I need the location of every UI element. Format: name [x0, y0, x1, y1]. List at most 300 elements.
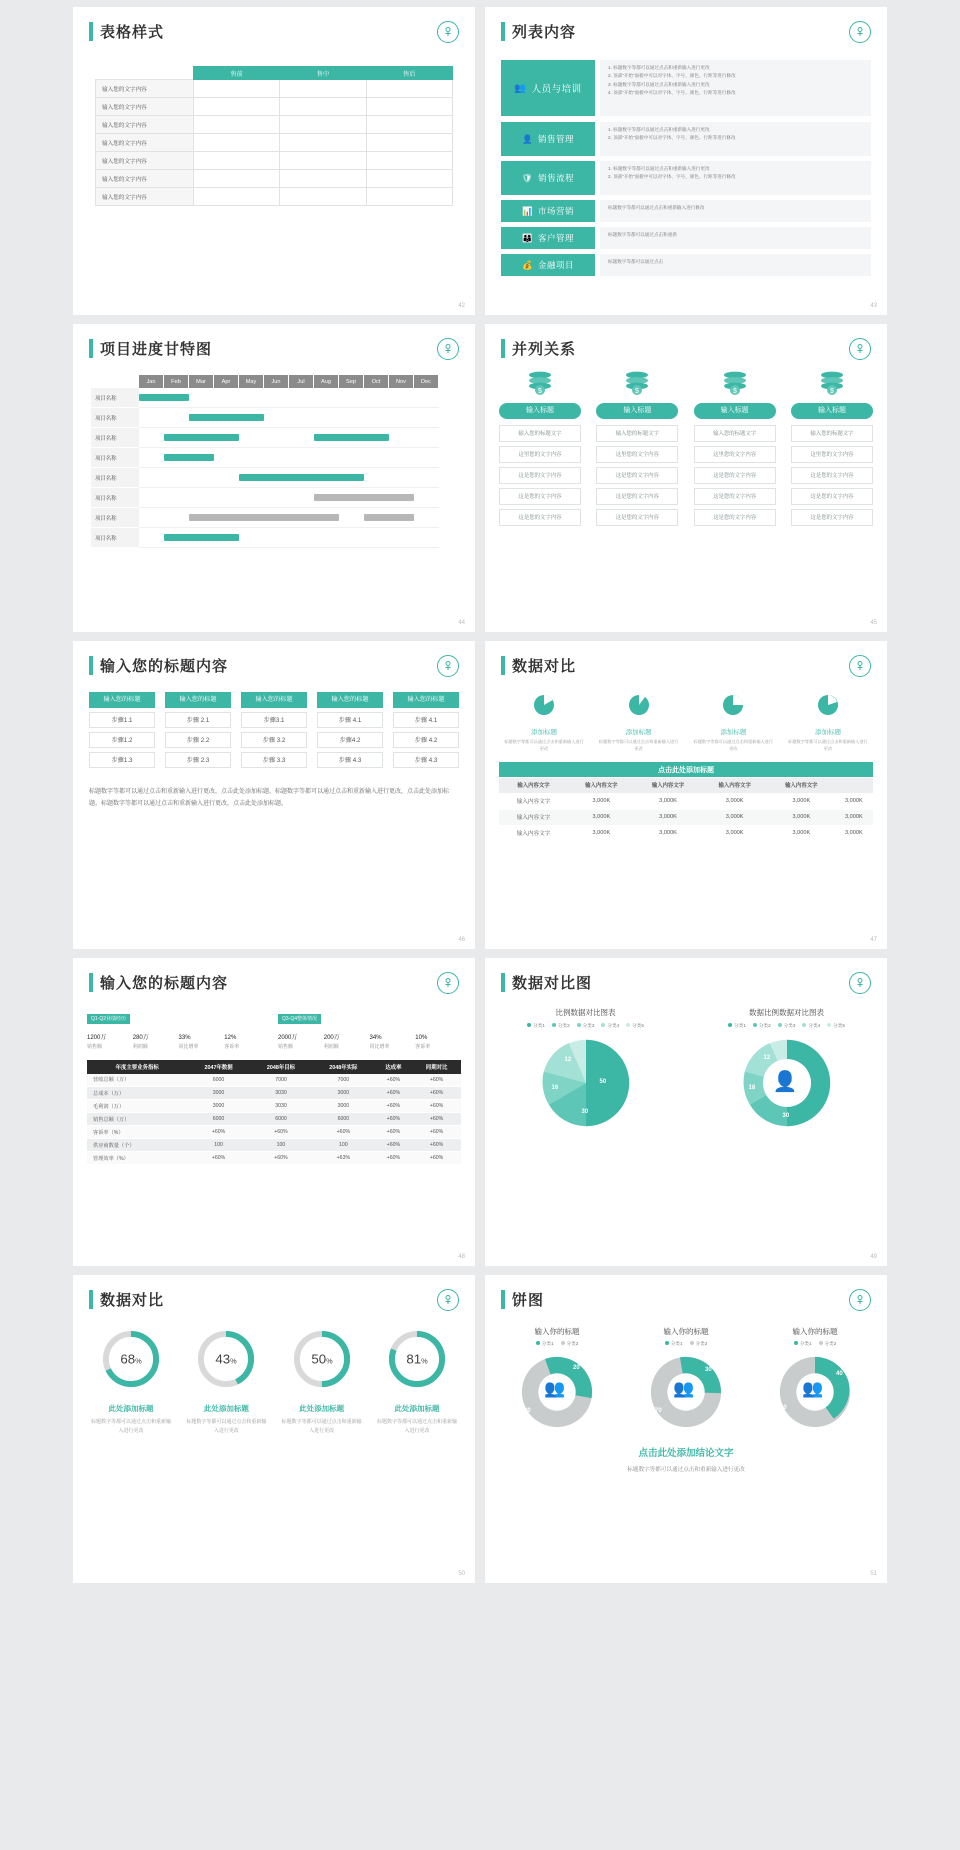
- table-header-cell: [835, 777, 873, 793]
- step-column: [317, 692, 383, 768]
- kpi-desc: 标题数字等都可以通过点击和重新输入进行更改: [788, 739, 868, 751]
- gantt-row-label: 项目名称: [91, 408, 139, 428]
- legend-item: 分类1: [536, 1341, 554, 1347]
- table-cell-label: 输入您的文字内容: [96, 170, 194, 188]
- table-cell: 3000: [187, 1100, 249, 1113]
- gantt-month: Jan: [139, 375, 164, 388]
- table-header-cell: 售后: [366, 67, 452, 80]
- table-cell: 3000: [187, 1087, 249, 1100]
- table-cell: +60%: [412, 1100, 461, 1113]
- table-cell: +60%: [412, 1113, 461, 1126]
- chart-title: 输入你的标题: [663, 1327, 709, 1336]
- parallel-cell[interactable]: 输入您的标题文字: [499, 425, 581, 442]
- step-cell[interactable]: 步骤 4.3: [317, 752, 383, 768]
- table-cell-label: 输入您的文字内容: [96, 134, 194, 152]
- step-cell[interactable]: 步骤 4.1: [393, 712, 459, 728]
- table-header-row: [87, 1060, 461, 1074]
- page-title: 列表内容: [512, 24, 577, 41]
- table-cell: +60%: [375, 1074, 413, 1087]
- gantt-bar[interactable]: [164, 534, 239, 541]
- chart-legend: [485, 1023, 686, 1029]
- brand-logo-icon: [849, 21, 871, 43]
- ring-title: 此处添加标题: [108, 1404, 154, 1413]
- table-cell: 3030: [250, 1087, 312, 1100]
- kpi-desc: 标题数字等都可以通过点击和重新输入进行更改: [598, 739, 679, 751]
- slide-header: [485, 7, 887, 42]
- table-cell: 100: [312, 1139, 374, 1152]
- gantt-track: [139, 468, 439, 488]
- legend-item: 分类2: [819, 1341, 837, 1347]
- table-cell: 供应商数量（个）: [87, 1139, 187, 1152]
- pie-icon: [503, 694, 585, 721]
- slide-number: 46: [458, 937, 465, 943]
- kpi-value: 200万: [323, 1034, 340, 1041]
- table-cell: [366, 152, 452, 170]
- table-row: [96, 188, 453, 206]
- page-title: 数据对比图: [512, 975, 593, 992]
- list-item-tag-finance-project[interactable]: [501, 254, 595, 276]
- list-item-body: [600, 122, 871, 156]
- kpi-row: [87, 1028, 270, 1050]
- title-accent-bar: [501, 973, 505, 992]
- page-title: 输入您的标题内容: [100, 975, 229, 992]
- slide-list-content: [485, 7, 887, 315]
- list-item[interactable]: [501, 254, 871, 276]
- list-line: 2. 顶部“开始”面板中可以对字体、字号、颜色、行距等进行修改: [608, 173, 736, 179]
- svg-text:81%: 81%: [406, 1351, 428, 1367]
- chart-legend: [501, 1341, 613, 1347]
- slide-number: 50: [458, 1571, 465, 1577]
- list-line: 标题数字等都可以通过点击和重新: [608, 232, 677, 237]
- table-cell: 6000: [250, 1113, 312, 1126]
- brand-logo-icon: [437, 1289, 459, 1311]
- ring-desc: 标题数字等都可以通过点击和重新输入进行更改: [186, 1419, 267, 1434]
- table-cell-label: 输入您的文字内容: [96, 98, 194, 116]
- table-cell: 客诉率（%）: [87, 1126, 187, 1139]
- slide-table-style: [73, 7, 475, 315]
- parallel-cell[interactable]: 这是您的文字内容: [791, 467, 873, 484]
- kpi-row: [278, 1028, 461, 1050]
- page-title: 输入您的标题内容: [100, 658, 229, 675]
- gantt-month: Dec: [414, 375, 439, 388]
- list-item[interactable]: [501, 122, 871, 156]
- table-cell: [194, 152, 280, 170]
- slide-header: [73, 7, 475, 42]
- kpi-item: [87, 1028, 133, 1050]
- parallel-cell[interactable]: 这是您的文字内容: [499, 509, 581, 526]
- table-header-cell: 2047年数据: [187, 1060, 249, 1074]
- svg-text:$: $: [538, 388, 542, 395]
- group-icon: 👨‍👩‍👦: [521, 232, 534, 243]
- step-cell[interactable]: 步骤1.3: [89, 752, 155, 768]
- gantt-row-label: 项目名称: [91, 448, 139, 468]
- description-paragraph: 标题数字等都可以通过点击和重新输入进行更改，点击此处添加标题。标题数字等都可以通过点击和重新输入进行更改，点击此处添加标题。标题数字等都可以通过点击和重新输入进行更改，点击此处添加标题。: [89, 789, 450, 807]
- table-cell: +60%: [375, 1087, 413, 1100]
- table-cell: [366, 188, 452, 206]
- table-cell: +60%: [250, 1126, 312, 1139]
- table-cell: [280, 152, 366, 170]
- step-cell[interactable]: 步骤1.1: [89, 712, 155, 728]
- legend-item: 分类1: [794, 1341, 812, 1347]
- step-cell[interactable]: 步骤 3.3: [241, 752, 307, 768]
- gantt-bar[interactable]: [139, 394, 189, 401]
- slide-header: [485, 324, 887, 359]
- step-cell[interactable]: 步骤 2.1: [165, 712, 231, 728]
- list-item-tag-marketing[interactable]: [501, 200, 595, 222]
- gantt-bar[interactable]: [164, 454, 214, 461]
- table-cell: 7000: [312, 1074, 374, 1087]
- table-cell: 6000: [187, 1113, 249, 1126]
- gantt-track: [139, 428, 439, 448]
- list-line: 1. 标题数字等都可以通过点击和重新输入进行更改: [608, 65, 710, 70]
- chart-legend: [686, 1023, 887, 1029]
- kpi-item: [324, 1028, 370, 1050]
- table-cell: [280, 170, 366, 188]
- gantt-row: [91, 388, 457, 408]
- pie-label: 30: [705, 1367, 712, 1373]
- gantt-month: May: [239, 375, 264, 388]
- gantt-track: [139, 528, 439, 548]
- table-row: [87, 1113, 461, 1126]
- kpi-label: 利润额: [132, 1043, 148, 1050]
- list-item-body: [600, 254, 871, 276]
- kpi-item: [224, 1028, 270, 1050]
- step-column-head[interactable]: 输入您的标题: [89, 692, 155, 708]
- table-header-cell: 输入内容文字: [635, 777, 702, 793]
- svg-text:$: $: [732, 388, 737, 395]
- gantt-month: Jul: [289, 375, 314, 388]
- table-cell: 6000: [187, 1074, 249, 1087]
- table-cell: +60%: [412, 1139, 461, 1152]
- table-cell: [194, 98, 280, 116]
- step-cell[interactable]: 步骤1.2: [89, 732, 155, 748]
- gantt-bar[interactable]: [364, 514, 414, 521]
- table-cell: 3,000K: [568, 825, 635, 841]
- parallel-cell[interactable]: 输入您的标题文字: [694, 425, 776, 442]
- legend-item: 分类5: [827, 1023, 845, 1029]
- kpi-label: 销售额: [87, 1043, 103, 1050]
- ring-item: [184, 1328, 268, 1435]
- legend-item: 分类2: [561, 1341, 579, 1347]
- parallel-column: [791, 371, 873, 530]
- legend-item: 分类2: [690, 1341, 708, 1347]
- parallel-cell[interactable]: 这是您的文字内容: [499, 467, 581, 484]
- parallel-cell[interactable]: 这里您的文字内容: [791, 446, 873, 463]
- kpi-title: 添加标题: [625, 729, 652, 736]
- table-row: [96, 152, 453, 170]
- table-cell: 3000: [312, 1087, 374, 1100]
- legend-item: 分类2: [552, 1023, 570, 1029]
- coins-icon: [694, 371, 776, 397]
- steps-columns: [89, 692, 459, 768]
- list-line: 2. 顶部“开始”面板中可以对字体、字号、颜色、行距等进行修改: [608, 73, 736, 79]
- pie-icon: [787, 694, 869, 721]
- step-column-head[interactable]: 输入您的标题: [165, 692, 231, 708]
- step-cell[interactable]: 步骤 4.2: [393, 732, 459, 748]
- svg-text:68%: 68%: [120, 1351, 142, 1367]
- list-line: 4. 顶部“开始”面板中可以对字体、字号、颜色、行距等进行修改: [608, 89, 736, 95]
- pie-label: 12: [763, 1055, 771, 1061]
- parallel-column-head[interactable]: 输入标题: [694, 403, 776, 419]
- table-cell: [366, 134, 452, 152]
- footer-block: [485, 1445, 887, 1473]
- gantt-month: Sep: [339, 375, 364, 388]
- step-column-head[interactable]: 输入您的标题: [317, 692, 383, 708]
- kpi-value: 10%: [415, 1034, 428, 1041]
- parallel-cell[interactable]: 这是您的文字内容: [694, 488, 776, 505]
- list-item-label: 客户管理: [538, 233, 575, 243]
- kpi-group-q3q4: [278, 1007, 461, 1050]
- gantt-track: [139, 388, 439, 408]
- slide-header: [73, 958, 475, 993]
- parallel-column-head[interactable]: 输入标题: [596, 403, 678, 419]
- step-cell[interactable]: 步骤 4.1: [317, 712, 383, 728]
- table-header-cell: 售前: [194, 67, 280, 80]
- user-avatar-icon: 👤: [772, 1071, 798, 1093]
- ring-desc: 标题数字等都可以通过点击和重新输入进行更改: [90, 1419, 171, 1434]
- brand-logo-icon: [437, 972, 459, 994]
- parallel-column-head[interactable]: 输入标题: [499, 403, 581, 419]
- slide-number: 48: [458, 1254, 465, 1260]
- parallel-cell[interactable]: 这是您的文字内容: [694, 467, 776, 484]
- table-cell: [194, 188, 280, 206]
- coins-icon: [499, 371, 581, 397]
- parallel-cell[interactable]: 输入您的标题文字: [596, 425, 678, 442]
- slide-steps: [73, 641, 475, 949]
- table-cell: +60%: [412, 1152, 461, 1165]
- step-cell[interactable]: 步骤 2.3: [165, 752, 231, 768]
- kpi-groups: [87, 1007, 461, 1050]
- parallel-cell[interactable]: 输入您的标题文字: [791, 425, 873, 442]
- parallel-cell[interactable]: 这是您的文字内容: [499, 488, 581, 505]
- slide-pie-comparison: [485, 958, 887, 1266]
- kpi-desc: 标题数字等都可以通过点击和重新输入进行更改: [504, 739, 584, 751]
- table-cell: 3000: [312, 1100, 374, 1113]
- table-cell: 3,000K: [635, 809, 702, 825]
- slide-gantt-chart: [73, 324, 475, 632]
- title-accent-bar: [501, 339, 505, 358]
- pie-label: 80: [524, 1408, 531, 1414]
- table-header-cell: 输入内容文字: [768, 777, 835, 793]
- gantt-row: [91, 468, 457, 488]
- step-column: [393, 692, 459, 768]
- gantt-bar[interactable]: [189, 514, 339, 521]
- table-cell: +60%: [375, 1152, 413, 1165]
- brand-logo-icon: [849, 655, 871, 677]
- gantt-bar[interactable]: [189, 414, 264, 421]
- coins-icon: [791, 371, 873, 397]
- parallel-column: [694, 371, 776, 530]
- table-header-cell: 输入内容文字: [499, 777, 568, 793]
- progress-ring: [386, 1328, 448, 1390]
- kpi-title: 添加标题: [531, 729, 557, 736]
- table-cell: 100: [187, 1139, 249, 1152]
- title-accent-bar: [89, 339, 93, 358]
- slide-header: [73, 324, 475, 359]
- table-cell: +60%: [412, 1074, 461, 1087]
- table-row: [96, 80, 453, 98]
- list-item-label: 销售流程: [538, 173, 575, 183]
- pie-icon: [598, 694, 680, 721]
- people-icon: 👥: [802, 1379, 824, 1398]
- parallel-cell[interactable]: 这是您的文字内容: [596, 509, 678, 526]
- gantt-row: [91, 408, 457, 428]
- progress-ring: [291, 1328, 353, 1390]
- parallel-cell[interactable]: 这里您的文字内容: [596, 446, 678, 463]
- gantt-track: [139, 448, 439, 468]
- slide-number: 47: [870, 937, 877, 943]
- list-line: 1. 标题数字等都可以通过点击和重新输入进行更改: [608, 127, 710, 132]
- list-item-label: 销售管理: [538, 134, 575, 144]
- kpi-item: [370, 1028, 416, 1050]
- gantt-bar[interactable]: [314, 434, 389, 441]
- slide-number: 42: [458, 303, 465, 309]
- gantt-bar[interactable]: [314, 494, 414, 501]
- parallel-cell[interactable]: 这里您的文字内容: [499, 446, 581, 463]
- legend-item: 分类1: [665, 1341, 683, 1347]
- step-cell[interactable]: 步骤 4.3: [393, 752, 459, 768]
- table-cell-label: 输入您的文字内容: [96, 152, 194, 170]
- brand-logo-icon: [849, 1289, 871, 1311]
- table-title-row: [499, 762, 873, 777]
- legend-item: 分类5: [626, 1023, 644, 1029]
- pie-label: 12: [564, 1057, 572, 1063]
- table-header-cell: 输入内容文字: [568, 777, 635, 793]
- gantt-container: [91, 375, 457, 548]
- slide-parallel-relation: [485, 324, 887, 632]
- gantt-bar[interactable]: [239, 474, 364, 481]
- kpi-item: [415, 1028, 461, 1050]
- page-title: 表格样式: [100, 24, 165, 41]
- parallel-column-head[interactable]: 输入标题: [791, 403, 873, 419]
- table-row: [499, 809, 873, 825]
- table-row: [96, 98, 453, 116]
- gantt-month: Jun: [264, 375, 289, 388]
- table-row: [96, 170, 453, 188]
- chart-title: 数据比例数据对比图表: [749, 1008, 824, 1017]
- table-header-cell: 达成率: [375, 1060, 413, 1074]
- svg-text:$: $: [635, 388, 640, 395]
- step-cell[interactable]: 步骤 2.2: [165, 732, 231, 748]
- step-cell[interactable]: 步骤4.2: [317, 732, 383, 748]
- parallel-cell[interactable]: 这是您的文字内容: [596, 488, 678, 505]
- ring-desc: 标题数字等都可以通过点击和重新输入进行更改: [281, 1419, 362, 1434]
- slide-pie-charts: [485, 1275, 887, 1583]
- parallel-cell[interactable]: 这是您的文字内容: [791, 488, 873, 505]
- people-icon: 👥: [514, 82, 527, 94]
- table-row: [87, 1152, 461, 1165]
- kpi-item: [179, 1028, 225, 1050]
- progress-ring: [195, 1328, 257, 1390]
- parallel-cell[interactable]: 这里您的文字内容: [694, 446, 776, 463]
- pie-label: 50: [804, 1079, 812, 1085]
- list-item[interactable]: [501, 161, 871, 195]
- chart-legend: [759, 1341, 871, 1347]
- title-accent-bar: [501, 656, 505, 675]
- table-cell: [194, 134, 280, 152]
- parallel-cell[interactable]: 这是您的文字内容: [791, 509, 873, 526]
- list-item[interactable]: [501, 60, 871, 116]
- parallel-columns: [499, 371, 873, 530]
- legend-item: 分类4: [802, 1023, 820, 1029]
- ring-title: 此处添加标题: [394, 1404, 440, 1413]
- kpi-item: [598, 694, 680, 752]
- chart-title: 比例数据对比图表: [555, 1008, 616, 1017]
- table-cell: 3,000K: [701, 825, 768, 841]
- table-cell: [280, 80, 366, 98]
- table-cell: 3,000K: [835, 809, 873, 825]
- table-header-blank: [96, 67, 194, 80]
- pie-label: 18: [748, 1085, 756, 1091]
- table-cell-label: 输入您的文字内容: [96, 116, 194, 134]
- table-cell: 输入内容文字: [499, 809, 568, 825]
- kpi-label: 同比增率: [369, 1043, 390, 1050]
- brand-logo-icon: [849, 972, 871, 994]
- slide-data-comparison: [485, 641, 887, 949]
- pie-item: [501, 1326, 613, 1431]
- bar-chart-icon: 📊: [521, 205, 534, 216]
- pie-item: [630, 1326, 742, 1431]
- kpi-row: [503, 694, 869, 752]
- chart-title: 输入你的标题: [534, 1327, 580, 1336]
- table-row: [499, 793, 873, 809]
- kpi-group-q1q2: [87, 1007, 270, 1050]
- table-header-cell: 输入内容文字: [701, 777, 768, 793]
- list-item-tag-customer-management[interactable]: [501, 227, 595, 249]
- gantt-month: Feb: [164, 375, 189, 388]
- brand-logo-icon: [437, 655, 459, 677]
- brand-logo-icon: [437, 21, 459, 43]
- gantt-month: Nov: [389, 375, 414, 388]
- list-item[interactable]: [501, 227, 871, 249]
- kpi-label: 利润额: [323, 1043, 339, 1050]
- slide-number: 43: [870, 303, 877, 309]
- legend-item: 分类1: [527, 1023, 545, 1029]
- list-item-tag-sales-management[interactable]: [501, 122, 595, 156]
- table-cell: 6000: [312, 1113, 374, 1126]
- rings-row: [89, 1328, 459, 1435]
- title-accent-bar: [501, 22, 505, 41]
- table-cell: 3,000K: [701, 793, 768, 809]
- list-item-tag-people[interactable]: [501, 60, 595, 116]
- kpi-label: 销售额: [278, 1043, 294, 1050]
- step-column-head[interactable]: 输入您的标题: [241, 692, 307, 708]
- table-cell: [366, 98, 452, 116]
- title-accent-bar: [501, 1290, 505, 1309]
- list-item[interactable]: [501, 200, 871, 222]
- table-title: 点击此处添加标题: [499, 762, 873, 777]
- list-line: 标题数字等都可以通过点击和重新输入进行修改: [608, 205, 705, 210]
- list-item-label: 市场营销: [538, 206, 575, 216]
- gantt-bar[interactable]: [164, 434, 239, 441]
- table-cell: 毛利润（万）: [87, 1100, 187, 1113]
- parallel-cell[interactable]: 这是您的文字内容: [596, 467, 678, 484]
- svg-text:50%: 50%: [310, 1351, 333, 1367]
- parallel-cell[interactable]: 这是您的文字内容: [694, 509, 776, 526]
- list-item-label: 金融项目: [538, 260, 575, 270]
- metrics-table: [87, 1060, 461, 1166]
- step-column-head[interactable]: 输入您的标题: [393, 692, 459, 708]
- step-cell[interactable]: 步骤3.1: [241, 712, 307, 728]
- step-cell[interactable]: 步骤 3.2: [241, 732, 307, 748]
- list-item-tag-sales-process[interactable]: [501, 161, 595, 195]
- table-row: [499, 825, 873, 841]
- table-cell: 输入内容文字: [499, 825, 568, 841]
- charts-row: [485, 1007, 887, 1131]
- kpi-value: 1200万: [87, 1034, 107, 1041]
- slide-number: 45: [870, 620, 877, 626]
- table-row: [87, 1126, 461, 1139]
